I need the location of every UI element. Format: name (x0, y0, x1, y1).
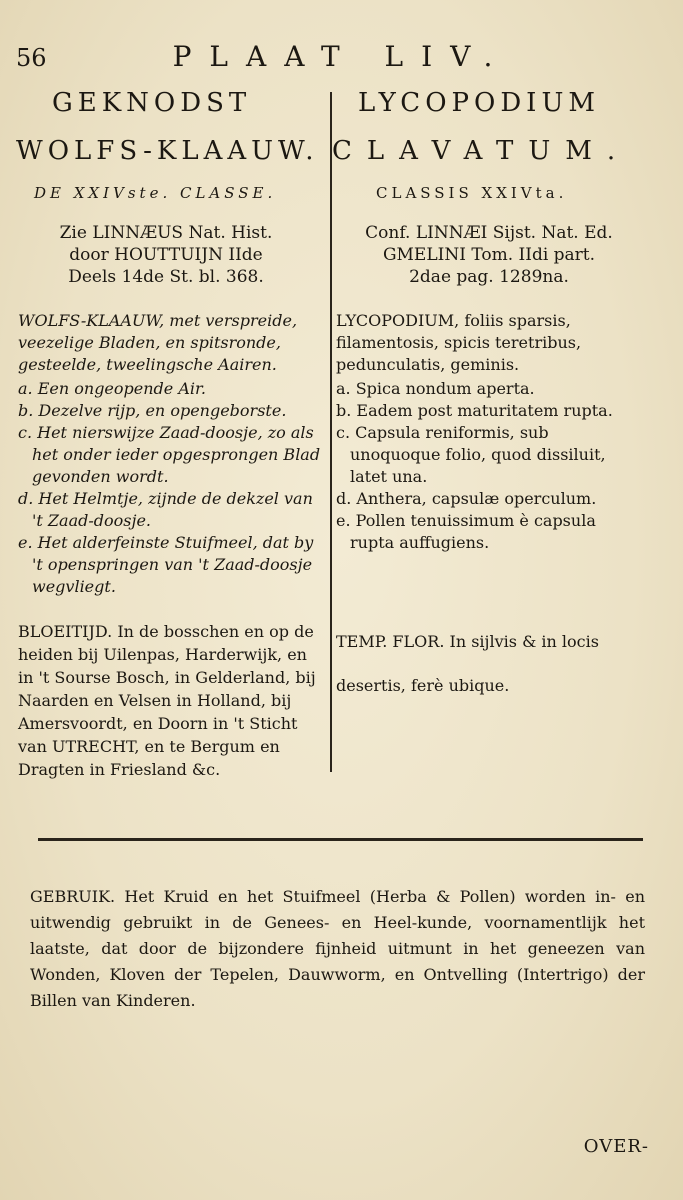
left-figure-list (18, 378, 324, 598)
left-ref-line: door HOUTTUIJN IIde (69, 245, 263, 265)
page-number: 56 (16, 44, 47, 72)
right-item-e: e. Pollen tenuissimum è capsula rupta auffugiens. (336, 511, 596, 552)
right-classe: CLASSIS XXIVta. (376, 184, 568, 202)
right-reference (334, 222, 644, 288)
right-title-line1: LYCOPODIUM (358, 88, 600, 118)
left-ref-line: Zie LINNÆUS Nat. Hist. (59, 223, 273, 243)
left-description: WOLFS-KLAAUW, met verspreide, veezelige Bladen, en spitsronde, gesteelde, tweelingsche Aairen. (18, 311, 298, 374)
right-title-line2: CLAVATUM. (332, 136, 631, 166)
left-flowering: BLOEITIJD. In de bosschen en op de heiden bij Uilenpas, Harderwijk, en in 't Sourse Bosch, in Gelderland, bij Naarden en Velsen in Holland, bij Amersvoordt, en Doorn in 't Sticht van UTRECHT, en te Bergum en Dragten in Friesland &c. (18, 622, 316, 779)
left-item-a: a. Een ongeopende Air. (18, 379, 206, 398)
right-figure-list (336, 378, 642, 554)
right-flowering: TEMP. FLOR. In sijlvis & in locis desertis, ferè ubique. (336, 632, 599, 695)
left-ref-line: Deels 14de St. bl. 368. (68, 267, 264, 287)
horizontal-rule (38, 838, 643, 841)
left-item-e: e. Het alderfeinste Stuifmeel, dat by 't openspringen van 't Zaad-doosje wegvliegt. (18, 533, 314, 596)
left-classe: DE XXIVste. CLASSE. (34, 184, 277, 202)
column-divider (330, 92, 332, 772)
left-title-line1: GEKNODST (52, 88, 252, 118)
left-item-b: b. Dezelve rijp, en opengeborste. (18, 401, 287, 420)
right-ref-line: Conf. LINNÆI Sijst. Nat. Ed. (365, 223, 613, 243)
left-item-d: d. Het Helmtje, zijnde de dekzel van 't Zaad-doosje. (18, 489, 313, 530)
right-item-b: b. Eadem post maturitatem rupta. (336, 401, 613, 420)
right-description: LYCOPODIUM, foliis sparsis, filamentosis, spicis teretribus, pedunculatis, geminis. (336, 311, 582, 374)
usage-paragraph: GEBRUIK. Het Kruid en het Stuifmeel (Herba & Pollen) worden in- en uitwendig gebruikt in de Genees- en Heel-kunde, voornamentlijk het laatste, dat door de bijzondere fijnheid uitmunt in het geneezen van Wonden, Kloven der Tepelen, Dauwworm, en Ontvelling (Intertrigo) der Billen van Kinderen. (30, 887, 645, 1010)
left-item-c: c. Het nierswijze Zaad-doosje, zo als het onder ieder opgesprongen Blad gevonden wordt. (18, 423, 321, 486)
catchword: OVER- (583, 1136, 649, 1157)
left-reference (14, 222, 318, 288)
right-ref-line: 2dae pag. 1289na. (409, 267, 569, 287)
left-title-line2: WOLFS-KLAAUW. (16, 136, 319, 166)
right-item-d: d. Anthera, capsulæ operculum. (336, 489, 597, 508)
right-item-a: a. Spica nondum aperta. (336, 379, 535, 398)
right-item-c: c. Capsula reniformis, sub unoquoque folio, quod dissiluit, latet una. (336, 423, 606, 486)
right-ref-line: GMELINI Tom. IIdi part. (382, 245, 596, 265)
plate-title: PLAAT LIV. (172, 40, 511, 73)
